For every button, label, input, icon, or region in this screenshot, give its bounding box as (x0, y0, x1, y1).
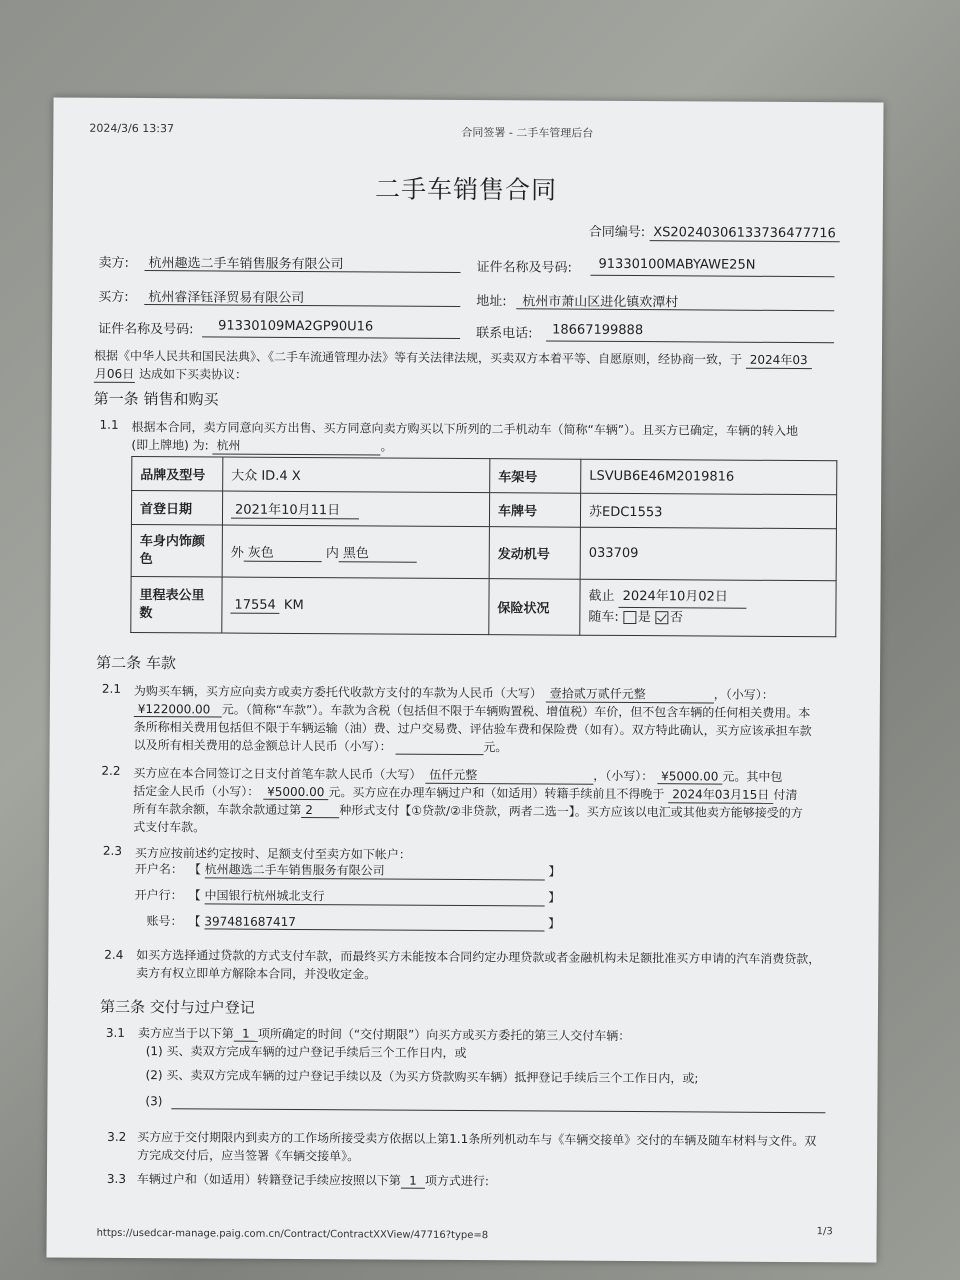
balance-deadline: 2024年03月15日 (668, 785, 773, 804)
seller-name: 杭州趣选二手车销售服务有限公司 (148, 256, 344, 273)
preamble-text-2: 达成如下买卖协议： (138, 367, 248, 382)
target-city: 杭州 (212, 436, 380, 455)
print-page-number: 1/3 (816, 1226, 833, 1238)
clause-2-4-num: 2.4 (104, 947, 124, 962)
clause-1-1-num: 1.1 (99, 417, 119, 432)
contract-paper (46, 97, 883, 1262)
checkbox-yes-label: 是 (637, 610, 651, 626)
c22-text-a: 买方应在本合同签订之日支付首笔车款人民币（大写） (133, 765, 422, 782)
with-car-label: 随车: (588, 609, 619, 625)
c22-text-e: 元。买方应在办理车辆过户和（如适用）转籍手续前且不得晚于 (328, 785, 665, 802)
clause-1-1-text: (即上牌地) 为: (131, 437, 209, 453)
article2-title: 第二条 车款 (96, 653, 176, 673)
plate-value: 苏EDC1553 (580, 493, 836, 529)
reg-date-value: 2021年10月11日 (231, 498, 359, 519)
c22-text-d: 括定金人民币（小写）： (133, 783, 260, 799)
buyer-name: 杭州睿泽钰泽贸易有限公司 (148, 290, 305, 307)
mileage-label: 里程表公里数 (131, 576, 222, 633)
clause-2-1-line4 (134, 736, 508, 755)
clause-2-4-line1: 如买方选择通过贷款的方式支付车款，而最终买方未能按本合同约定办理贷款或者金融机构未足额批准买方申请的汽车消费贷款， (136, 947, 821, 967)
price-upper: 壹拾贰万贰仟元整 (546, 684, 714, 703)
delivery-option-1: (1) 买、卖双方完成车辆的过户登记手续后三个工作日内，或 (145, 1044, 467, 1061)
contract-no-row (589, 221, 840, 243)
c21-text-c: 元。（简称“车款”）。车款为含税（包括但不限于车辆购置税、增值税）车价，但不包含车辆的任何相关费用。本 (221, 702, 811, 721)
first-payment-lower: ¥5000.00 (657, 769, 722, 784)
reg-date-label: 首登日期 (131, 490, 222, 525)
checkbox-no-checked-icon (655, 611, 668, 624)
delivery-option-3: (3) (145, 1094, 163, 1109)
deposit-amount: ¥5000.00 (263, 785, 328, 800)
seller-id-value: 91330100MABYAWE25N (598, 256, 756, 273)
mileage-value: 17554 (230, 597, 279, 613)
clause-3-3-line1 (137, 1170, 489, 1189)
delivery-item: 1 (234, 1027, 258, 1042)
buyer-label: 买方: (98, 289, 129, 305)
clause-2-3-num: 2.3 (102, 843, 123, 858)
buyer-id-label: 证件名称及号码: (98, 321, 194, 338)
buyer-address-label: 地址: (476, 294, 507, 310)
color-label: 车身内饰颜色 (131, 524, 222, 577)
c33-text-a: 车辆过户和（如适用）转籍登记手续应按照以下第 (136, 1172, 401, 1188)
buyer-id-value: 91330109MA2GP90U16 (218, 318, 374, 335)
c21-text-b: ，（小写）： (713, 687, 774, 702)
account-no: 397481687417 (204, 914, 544, 931)
clause-3-2-num: 3.2 (107, 1129, 127, 1144)
account-name: 杭州趣选二手车销售服务有限公司 (205, 860, 545, 880)
c22-text-h: 种形式支付【①贷款/②非贷款，两者二选一】。买方应该以电汇或其他卖方能够接受的方 (339, 803, 803, 821)
price-lower: ¥122000.00 (134, 702, 222, 718)
account-name-label: 开户名： (134, 861, 183, 877)
c31-text-a: 卖方应当于以下第 (137, 1026, 234, 1041)
account-bank: 中国银行杭州城北支行 (204, 886, 544, 906)
interior-color: 黑色 (339, 542, 417, 562)
clause-3-1-line1 (138, 1024, 631, 1044)
vehicle-table (130, 456, 837, 637)
clause-3-3-num: 3.3 (106, 1171, 127, 1186)
account-no-row: 【 397481687417 】 (188, 914, 561, 931)
print-footer-url: https://usedcar-manage.paig.com.cn/Contract/ContractXXView/47716?type=8 (96, 1227, 489, 1242)
clause-1-1-line2 (131, 436, 392, 456)
buyer-phone-value: 18667199888 (552, 322, 644, 339)
c33-text-b: 项方式进行: (424, 1173, 490, 1189)
clause-2-2-line4: 式支付车款。 (133, 819, 206, 835)
clause-3-2-line2: 方完成交付后，应当签署《车辆交接单》。 (137, 1148, 360, 1164)
c22-text-f: 付清 (773, 787, 798, 803)
clause-2-2-num: 2.2 (101, 763, 121, 778)
print-page-title: 合同签署 - 二手车管理后台 (461, 125, 594, 140)
seller-label: 卖方: (98, 255, 129, 271)
total-amount-blank (395, 740, 483, 756)
clause-3-2-line1: 买方应于交付期限内到卖方的工作场所接受卖方依据以上第1.1条所列机动车与《车辆交接单》交付的车辆及随车材料与文件。双 (137, 1130, 817, 1149)
clause-2-4-line2: 卖方有权立即单方解除本合同，并没收定金。 (136, 965, 377, 982)
c31-text-b: 项所确定的时间（“交付期限”）向买方或买方委托的第三人交付车辆： (257, 1026, 631, 1044)
c21-text-a: 为购买车辆，买方应向卖方或卖方委托代收款方支付的车款为人民币（大写） (133, 683, 542, 701)
article1-title: 第一条 销售和购买 (93, 389, 219, 409)
vin-label: 车架号 (490, 459, 581, 494)
buyer-phone-label: 联系电话: (476, 326, 533, 342)
buyer-address-value: 杭州市萧山区进化镇欢潭村 (522, 294, 679, 311)
delivery-option-2: (2) 买、卖双方完成车辆的过户登记手续以及（为买方贷款购买车辆）抵押登记手续后三个工作日内，或; (145, 1068, 699, 1086)
transfer-item: 1 (401, 1174, 425, 1189)
sign-date-year: 2024年03 (746, 351, 812, 369)
color-cell (222, 525, 489, 579)
vin-value: LSVUB6E46M2019816 (581, 459, 837, 495)
c22-text-c: 元。其中包 (722, 769, 783, 784)
c22-text-g: 所有车款余额，车款余款通过第 (133, 801, 302, 818)
account-name-row: 【 杭州趣选二手车销售服务有限公司 】 (188, 862, 561, 879)
mileage-unit: KM (283, 597, 304, 613)
clause-2-1-line3: 条所称相关费用包括但不限于车辆运输（油）费、过户交易费、评估验车费和保险费（如有）。双方特此确认，买方应该承担车款 (133, 719, 812, 739)
c21-text-e: 元。 (483, 740, 508, 755)
first-payment-upper: 伍仟元整 (425, 766, 593, 785)
article3-title: 第三条 交付与过户登记 (99, 997, 255, 1017)
exterior-prefix: 外 (230, 545, 244, 561)
preamble-line2 (94, 365, 247, 384)
clause-1-1-line1: 根据本合同，卖方同意向买方出售、买方同意向卖方购买以下所列的二手机动车（简称“车辆”）。且买方已确定，车辆的转入地 (131, 419, 799, 439)
account-bank-label: 开户行： (134, 887, 183, 903)
preamble-text: 根据《中华人民共和国民法典》、《二手车流通管理办法》等有关法律法规，买卖双方本着平等、自愿原则，经协商一致，于 (93, 348, 743, 367)
payment-method: 2 (301, 803, 339, 818)
exterior-color: 灰色 (244, 541, 322, 561)
c22-text-b: ，（小写）： (593, 768, 654, 784)
clause-2-1-num: 2.1 (101, 681, 122, 696)
insurance-prefix: 截止 (588, 588, 615, 604)
clause-2-3-line1: 买方应按前述约定按时、足额支付至卖方如下帐户： (134, 845, 411, 862)
seller-id-label: 证件名称及号码: (476, 260, 572, 276)
insurance-date: 2024年10月02日 (619, 587, 747, 609)
clause-3-1-num: 3.1 (105, 1025, 125, 1040)
brand-label: 品牌及型号 (132, 456, 223, 491)
engine-label: 发动机号 (489, 527, 580, 580)
engine-value: 033709 (580, 527, 836, 581)
contract-no-value: XS20240306133736477716 (649, 225, 840, 242)
clause-2-2-line3 (133, 800, 803, 821)
mileage-cell (222, 577, 489, 635)
clause-1-1-end: 。 (380, 439, 393, 454)
plate-label: 车牌号 (489, 493, 580, 528)
insurance-cell (580, 579, 836, 637)
c21-text-d: 以及所有相关费用的总金额总计人民币（小写）： (133, 737, 392, 754)
brand-value: 大众 ID.4 X (223, 457, 490, 493)
print-datetime: 2024/3/6 13:37 (89, 121, 175, 136)
insurance-label: 保险状况 (489, 579, 580, 636)
document-title: 二手车销售合同 (374, 174, 558, 205)
account-bank-row: 【 中国银行杭州城北支行 】 (188, 888, 561, 905)
sign-date-month-day: 月06日 (94, 365, 135, 383)
checkbox-no-label: 否 (670, 610, 684, 626)
interior-prefix: 内 (325, 545, 339, 561)
reg-date-cell (222, 491, 489, 527)
account-no-label: 账号： (146, 914, 183, 929)
contract-no-label: 合同编号: (588, 224, 646, 241)
checkbox-yes-icon (623, 611, 636, 624)
